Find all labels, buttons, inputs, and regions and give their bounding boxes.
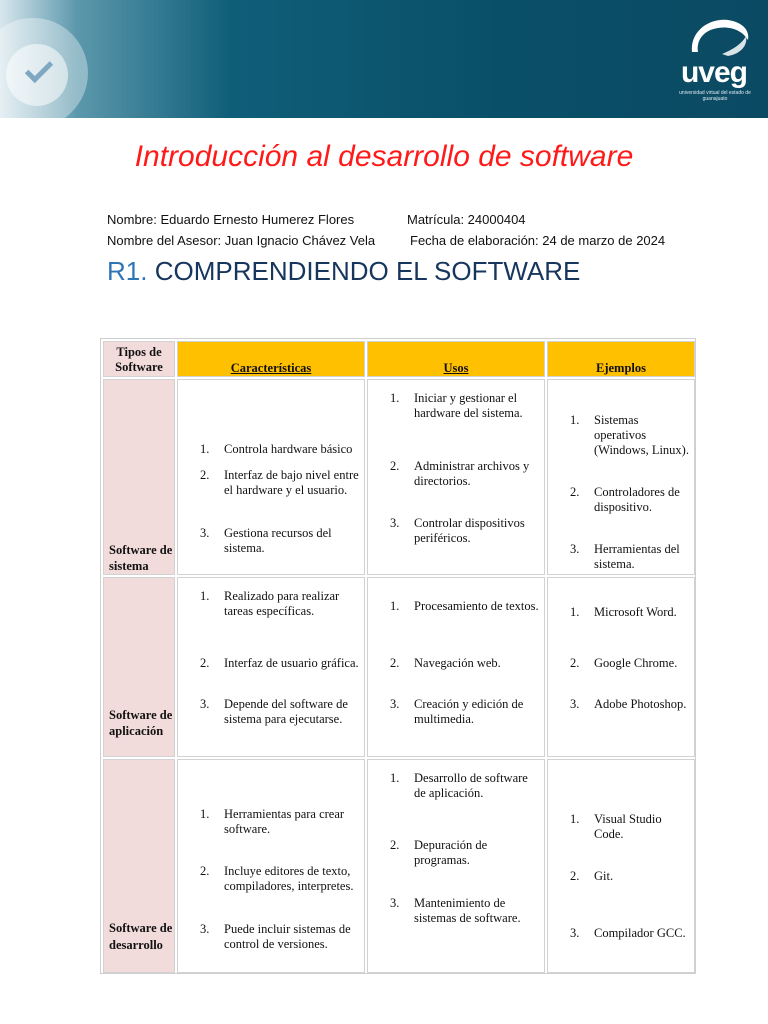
uses-cell bbox=[367, 379, 545, 575]
uveg-logo bbox=[672, 14, 756, 106]
list-item: 1. Desarrollo de software de aplicación. bbox=[390, 771, 528, 800]
header-features-label: Características bbox=[230, 361, 312, 375]
examples-cell bbox=[547, 759, 695, 973]
header-cell-uses bbox=[367, 341, 545, 377]
enrollment-number: Matrícula: 24000404 bbox=[407, 212, 526, 227]
header-cell-examples bbox=[547, 341, 695, 377]
list-item: 3. Puede incluir sistemas de control de versiones. bbox=[200, 922, 351, 951]
list-item: 1. Realizado para realizar tareas específicas. bbox=[200, 589, 340, 618]
list-item: 2. Administrar archivos y directorios. bbox=[390, 459, 530, 488]
logo-wordmark: uveg bbox=[680, 56, 748, 89]
logo-swoosh-icon bbox=[672, 14, 756, 58]
list-item: 3. Mantenimiento de sistemas de software. bbox=[390, 896, 521, 925]
list-item: 2. Controladores de dispositivo. bbox=[570, 485, 680, 514]
list-item: 1. Sistemas operativos (Windows, Linux). bbox=[570, 413, 689, 457]
list-item: 3. Depende del software de sistema para ejecutarse. bbox=[200, 697, 348, 726]
header-banner bbox=[0, 0, 768, 118]
list-item: 2. Git. bbox=[570, 869, 614, 883]
features-cell bbox=[177, 577, 365, 757]
row-type-label: Software de sistema bbox=[109, 543, 173, 573]
list-item: 3. Herramientas del sistema. bbox=[570, 542, 680, 571]
software-types-table bbox=[100, 338, 696, 974]
section-title: COMPRENDIENDO EL SOFTWARE bbox=[154, 256, 581, 286]
list-item: 1. Microsoft Word. bbox=[570, 605, 677, 619]
row-type-cell bbox=[103, 379, 175, 575]
row-type-label: Software de desarrollo bbox=[109, 921, 173, 952]
header-uses-label: Usos bbox=[443, 361, 469, 375]
list-item: 1. Iniciar y gestionar el hardware del sistema. bbox=[390, 391, 523, 420]
list-item: 3. Compilador GCC. bbox=[570, 926, 686, 940]
row-type-label: Software de aplicación bbox=[109, 708, 173, 738]
advisor-name: Nombre del Asesor: Juan Ignacio Chávez Vela bbox=[107, 233, 376, 248]
header-type-label: Tipos de Software bbox=[115, 345, 163, 374]
section-number: R1. bbox=[107, 256, 148, 286]
elaboration-date: Fecha de elaboración: 24 de marzo de 2024 bbox=[410, 233, 666, 248]
list-item: 2. Google Chrome. bbox=[570, 656, 678, 670]
list-item: 3. Controlar dispositivos periféricos. bbox=[390, 516, 525, 545]
list-item: 2. Interfaz de usuario gráfica. bbox=[200, 656, 359, 670]
section-heading bbox=[107, 256, 580, 287]
list-item: 2. Navegación web. bbox=[390, 656, 501, 670]
examples-cell bbox=[547, 379, 695, 575]
list-item: 2. Depuración de programas. bbox=[390, 838, 488, 867]
row-type-cell bbox=[103, 577, 175, 757]
list-item: 3. Gestiona recursos del sistema. bbox=[200, 526, 332, 555]
list-item: 1. Procesamiento de textos. bbox=[390, 599, 539, 613]
row-type-cell bbox=[103, 759, 175, 973]
uses-cell bbox=[367, 577, 545, 757]
header-cell-features bbox=[177, 341, 365, 377]
page-title: Introducción al desarrollo de software bbox=[134, 140, 634, 173]
header-cell-type bbox=[103, 341, 175, 377]
logo-subtext: universidad virtual del estado de guanajuato bbox=[679, 90, 751, 102]
list-item: 2. Interfaz de bajo nivel entre el hardware y el usuario. bbox=[200, 468, 359, 497]
uses-cell bbox=[367, 759, 545, 973]
list-item: 1. Herramientas para crear software. bbox=[200, 807, 345, 836]
features-cell bbox=[177, 759, 365, 973]
list-item: 2. Incluye editores de texto, compiladores, interpretes. bbox=[200, 864, 354, 893]
features-cell bbox=[177, 379, 365, 575]
student-name: Nombre: Eduardo Ernesto Humerez Flores bbox=[107, 212, 355, 227]
list-item: 3. Adobe Photoshop. bbox=[570, 697, 687, 711]
list-item: 1. Controla hardware básico bbox=[200, 442, 353, 456]
header-examples-label: Ejemplos bbox=[596, 361, 646, 375]
list-item: 3. Creación y edición de multimedia. bbox=[390, 697, 524, 726]
examples-cell bbox=[547, 577, 695, 757]
list-item: 1. Visual Studio Code. bbox=[570, 812, 662, 841]
